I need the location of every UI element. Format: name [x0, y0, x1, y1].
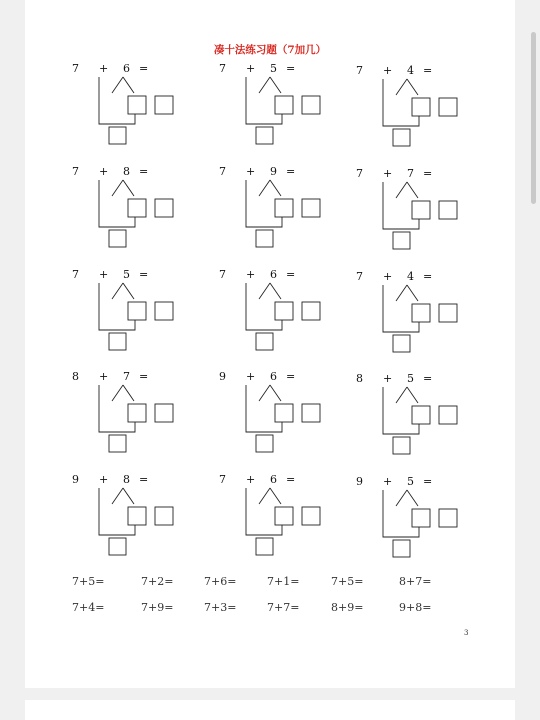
branch-right: [407, 490, 418, 506]
split-box-left: [275, 302, 293, 320]
ten-sum-box: [393, 437, 410, 454]
split-box-left: [128, 302, 146, 320]
branch-left: [112, 283, 123, 299]
addend-b: 5: [407, 372, 414, 385]
split-box-left: [128, 507, 146, 525]
addend-a: 7: [356, 167, 363, 180]
equals-sign: =: [423, 167, 433, 180]
equals-sign: =: [286, 268, 296, 281]
decomposition-diagram: [219, 165, 319, 255]
split-box-left: [412, 201, 430, 219]
problem-block: [72, 268, 172, 368]
split-box-right: [439, 509, 457, 527]
plus-sign: +: [99, 473, 109, 486]
branch-right: [123, 488, 134, 504]
plus-sign: +: [99, 165, 109, 178]
addend-a: 9: [219, 370, 226, 383]
split-box-left: [275, 507, 293, 525]
split-box-left: [128, 96, 146, 114]
branch-right: [123, 180, 134, 196]
plus-sign: +: [383, 475, 393, 488]
plus-sign: +: [246, 370, 256, 383]
plus-sign: +: [383, 270, 393, 283]
ten-sum-box: [256, 127, 273, 144]
decomposition-diagram: [356, 167, 456, 257]
problem-block: [356, 167, 456, 267]
plus-sign: +: [246, 473, 256, 486]
branch-left: [396, 387, 407, 403]
equals-sign: =: [139, 165, 149, 178]
calc-item: 8+9=: [331, 601, 364, 614]
calc-item: 7+7=: [267, 601, 300, 614]
problem-block: [219, 268, 319, 368]
problem-block: [356, 372, 456, 472]
split-box-left: [128, 404, 146, 422]
decomposition-diagram: [219, 62, 319, 152]
branch-right: [270, 77, 281, 93]
addend-b: 7: [407, 167, 414, 180]
plus-sign: +: [246, 62, 256, 75]
plus-sign: +: [99, 370, 109, 383]
worksheet-page: [25, 0, 515, 688]
branch-right: [123, 283, 134, 299]
calc-item: 8+7=: [399, 575, 432, 588]
ten-sum-box: [393, 335, 410, 352]
equals-sign: =: [423, 270, 433, 283]
split-box-right: [155, 507, 173, 525]
addend-b: 8: [123, 165, 130, 178]
split-box-right: [302, 302, 320, 320]
branch-right: [407, 182, 418, 198]
addend-a: 7: [219, 268, 226, 281]
calc-item: 7+2=: [141, 575, 174, 588]
calc-item: 7+5=: [72, 575, 105, 588]
problem-block: [356, 64, 456, 164]
decomposition-diagram: [219, 268, 319, 358]
plus-sign: +: [383, 372, 393, 385]
split-box-left: [275, 96, 293, 114]
branch-left: [259, 488, 270, 504]
addend-b: 7: [123, 370, 130, 383]
calc-item: 7+1=: [267, 575, 300, 588]
addend-b: 6: [270, 370, 277, 383]
branch-left: [259, 283, 270, 299]
split-box-left: [412, 98, 430, 116]
ten-sum-box: [256, 538, 273, 555]
calc-item: 7+3=: [204, 601, 237, 614]
addend-a: 9: [72, 473, 79, 486]
split-box-left: [128, 199, 146, 217]
problem-block: [219, 370, 319, 470]
ten-sum-box: [109, 435, 126, 452]
next-page: [25, 700, 515, 720]
branch-right: [407, 285, 418, 301]
ten-sum-box: [393, 129, 410, 146]
addend-b: 8: [123, 473, 130, 486]
branch-left: [396, 285, 407, 301]
addend-a: 8: [356, 372, 363, 385]
equals-sign: =: [423, 64, 433, 77]
addend-a: 7: [72, 62, 79, 75]
ten-sum-box: [393, 232, 410, 249]
plus-sign: +: [246, 268, 256, 281]
ten-sum-box: [109, 127, 126, 144]
worksheet-title: 凑十法练习题（7加几）: [213, 44, 327, 56]
equals-sign: =: [139, 370, 149, 383]
ten-sum-box: [109, 538, 126, 555]
branch-left: [259, 180, 270, 196]
decomposition-diagram: [72, 473, 172, 563]
addend-b: 6: [123, 62, 130, 75]
split-box-right: [439, 98, 457, 116]
split-box-right: [302, 507, 320, 525]
addend-a: 7: [219, 473, 226, 486]
split-box-right: [302, 199, 320, 217]
decomposition-diagram: [356, 64, 456, 154]
problem-block: [356, 270, 456, 370]
split-box-right: [302, 404, 320, 422]
problem-block: [356, 475, 456, 575]
ten-sum-box: [109, 333, 126, 350]
addend-a: 8: [72, 370, 79, 383]
addend-b: 4: [407, 270, 414, 283]
branch-left: [396, 182, 407, 198]
branch-right: [123, 77, 134, 93]
split-box-left: [412, 509, 430, 527]
split-box-right: [155, 96, 173, 114]
split-box-right: [439, 201, 457, 219]
addend-b: 5: [407, 475, 414, 488]
ten-sum-box: [393, 540, 410, 557]
branch-right: [270, 385, 281, 401]
equals-sign: =: [286, 473, 296, 486]
branch-right: [270, 283, 281, 299]
decomposition-diagram: [219, 473, 319, 563]
branch-right: [407, 79, 418, 95]
branch-left: [259, 385, 270, 401]
split-box-right: [155, 199, 173, 217]
addend-b: 6: [270, 473, 277, 486]
split-box-right: [155, 302, 173, 320]
addend-b: 9: [270, 165, 277, 178]
equals-sign: =: [139, 268, 149, 281]
calc-item: 7+4=: [72, 601, 105, 614]
problem-block: [72, 62, 172, 162]
decomposition-diagram: [72, 370, 172, 460]
split-box-right: [302, 96, 320, 114]
problem-block: [219, 473, 319, 573]
split-box-left: [275, 404, 293, 422]
equals-sign: =: [286, 370, 296, 383]
decomposition-diagram: [72, 62, 172, 152]
branch-right: [270, 180, 281, 196]
problem-block: [72, 165, 172, 265]
branch-left: [112, 180, 123, 196]
plus-sign: +: [99, 62, 109, 75]
branch-left: [396, 490, 407, 506]
scrollbar[interactable]: [531, 32, 536, 204]
ten-sum-box: [256, 333, 273, 350]
equals-sign: =: [423, 372, 433, 385]
problem-block: [219, 165, 319, 265]
branch-left: [112, 488, 123, 504]
calc-item: 7+5=: [331, 575, 364, 588]
decomposition-diagram: [356, 475, 456, 565]
decomposition-diagram: [356, 372, 456, 462]
plus-sign: +: [383, 64, 393, 77]
addend-b: 5: [270, 62, 277, 75]
branch-right: [123, 385, 134, 401]
calc-item: 9+8=: [399, 601, 432, 614]
branch-left: [112, 385, 123, 401]
addend-a: 7: [356, 270, 363, 283]
addend-a: 7: [72, 268, 79, 281]
page-number: 3: [464, 629, 469, 637]
decomposition-diagram: [72, 268, 172, 358]
branch-left: [396, 79, 407, 95]
addend-b: 4: [407, 64, 414, 77]
equals-sign: =: [139, 473, 149, 486]
decomposition-diagram: [219, 370, 319, 460]
addend-a: 7: [219, 62, 226, 75]
calc-item: 7+9=: [141, 601, 174, 614]
addend-a: 7: [356, 64, 363, 77]
addend-b: 5: [123, 268, 130, 281]
addend-a: 9: [356, 475, 363, 488]
split-box-left: [412, 406, 430, 424]
split-box-left: [412, 304, 430, 322]
ten-sum-box: [109, 230, 126, 247]
branch-left: [259, 77, 270, 93]
problem-block: [219, 62, 319, 162]
equals-sign: =: [286, 165, 296, 178]
addend-a: 7: [219, 165, 226, 178]
branch-right: [270, 488, 281, 504]
branch-left: [112, 77, 123, 93]
branch-right: [407, 387, 418, 403]
split-box-right: [439, 304, 457, 322]
calc-item: 7+6=: [204, 575, 237, 588]
ten-sum-box: [256, 435, 273, 452]
problem-block: [72, 370, 172, 470]
equals-sign: =: [139, 62, 149, 75]
plus-sign: +: [383, 167, 393, 180]
split-box-right: [439, 406, 457, 424]
addend-b: 6: [270, 268, 277, 281]
split-box-right: [155, 404, 173, 422]
decomposition-diagram: [72, 165, 172, 255]
equals-sign: =: [286, 62, 296, 75]
addend-a: 7: [72, 165, 79, 178]
split-box-left: [275, 199, 293, 217]
ten-sum-box: [256, 230, 273, 247]
equals-sign: =: [423, 475, 433, 488]
plus-sign: +: [246, 165, 256, 178]
plus-sign: +: [99, 268, 109, 281]
decomposition-diagram: [356, 270, 456, 360]
problem-block: [72, 473, 172, 573]
